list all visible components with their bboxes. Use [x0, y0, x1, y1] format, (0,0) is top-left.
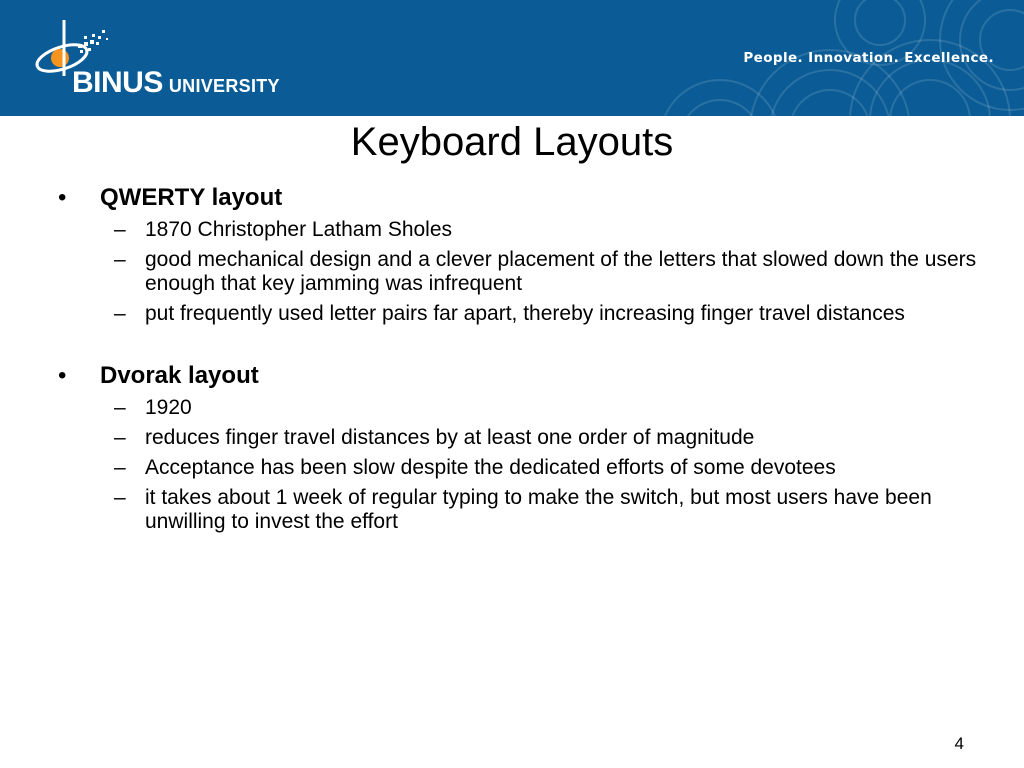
sub-bullet	[58, 456, 978, 480]
bullet-dot-icon: •	[58, 184, 67, 211]
sub-bullet	[58, 302, 978, 326]
sub-bullet	[58, 218, 978, 242]
dash-icon: –	[114, 396, 126, 419]
slide-title: Keyboard Layouts	[350, 120, 674, 164]
sub-bullet-text: Acceptance has been slow despite the dedicated efforts of some devotees	[145, 456, 836, 479]
brand-sub: UNIVERSITY	[168, 76, 280, 96]
sub-bullet	[58, 396, 978, 420]
sub-bullet-text: reduces finger travel distances by at least one order of magnitude	[145, 426, 755, 449]
heading-text: Dvorak layout	[100, 362, 259, 389]
sub-bullet-text: it takes about 1 week of regular typing to make the switch, but most users have been unwilling to invest the effort	[145, 486, 932, 533]
dash-icon: –	[114, 248, 126, 271]
sub-bullet	[58, 426, 978, 450]
bullet-dot-icon: •	[58, 362, 67, 389]
sub-bullet	[58, 486, 978, 534]
sub-bullet-text: put frequently used letter pairs far apart, thereby increasing finger travel distances	[145, 302, 905, 325]
bullet-heading	[58, 360, 978, 392]
dash-icon: –	[114, 302, 126, 325]
brand-main: BINUS	[72, 66, 163, 99]
slide-body	[58, 182, 978, 534]
sub-bullet-text: good mechanical design and a clever placement of the letters that slowed down the users enough that key jamming was infrequent	[145, 248, 977, 295]
dash-icon: –	[114, 456, 126, 479]
binus-logo	[22, 18, 322, 100]
section-gap	[58, 326, 978, 360]
bullet-heading	[58, 182, 978, 214]
sub-bullet	[58, 248, 978, 296]
dash-icon: –	[114, 486, 126, 509]
logo-wordmark	[72, 66, 280, 100]
tagline: People. Innovation. Excellence.	[743, 50, 994, 66]
dash-icon: –	[114, 426, 126, 449]
header-banner	[0, 0, 1024, 116]
heading-text: QWERTY layout	[100, 184, 283, 211]
sub-bullet-text: 1920	[145, 396, 192, 419]
sub-bullet-text: 1870 Christopher Latham Sholes	[145, 218, 453, 241]
page-number: 4	[954, 734, 964, 753]
dash-icon: –	[114, 218, 126, 241]
